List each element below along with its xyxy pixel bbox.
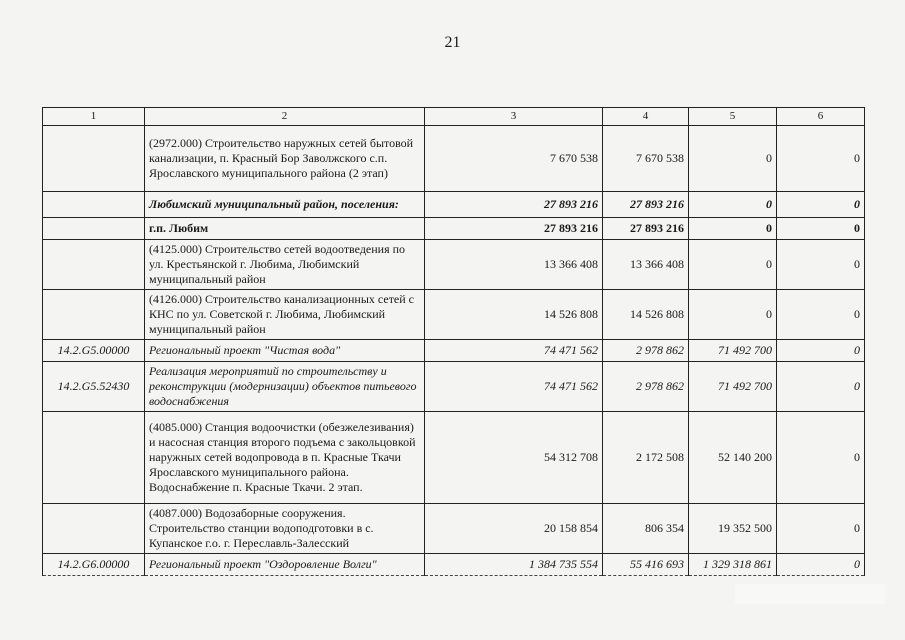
table-row <box>43 340 865 362</box>
other-funds-cell: 0 <box>777 554 865 576</box>
code-cell: 14.2.G5.52430 <box>43 362 145 412</box>
code-cell <box>43 218 145 240</box>
column-header: 1 <box>43 108 145 126</box>
regional-budget-cell: 2 172 508 <box>603 412 689 504</box>
federal-budget-cell: 0 <box>689 126 777 192</box>
federal-budget-cell: 52 140 200 <box>689 412 777 504</box>
regional-budget-cell: 27 893 216 <box>603 192 689 218</box>
federal-budget-cell: 0 <box>689 240 777 290</box>
code-cell <box>43 126 145 192</box>
regional-budget-cell: 806 354 <box>603 504 689 554</box>
total-value-cell: 1 384 735 554 <box>425 554 603 576</box>
total-value-cell: 54 312 708 <box>425 412 603 504</box>
regional-budget-cell: 2 978 862 <box>603 340 689 362</box>
scan-artifact <box>735 584 885 604</box>
name-cell: (4085.000) Станция водоочистки (обезжелезивания) и насосная станция второго подъема с закольцовкой наружных сетей водопровода в п. Красные Ткачи Ярославского муниципального района. Водоснабжение п. Красные Ткачи. 2 этап. <box>145 412 425 504</box>
total-value-cell: 20 158 854 <box>425 504 603 554</box>
federal-budget-cell: 19 352 500 <box>689 504 777 554</box>
table-row <box>43 218 865 240</box>
table-body <box>43 108 865 576</box>
regional-budget-cell: 14 526 808 <box>603 290 689 340</box>
other-funds-cell: 0 <box>777 412 865 504</box>
code-cell <box>43 240 145 290</box>
table-row <box>43 554 865 576</box>
name-cell: Реализация мероприятий по строительству и реконструкции (модернизации) объектов питьевого водоснабжения <box>145 362 425 412</box>
page-number: 21 <box>444 34 461 51</box>
table-row <box>43 290 865 340</box>
column-number-row <box>43 108 865 126</box>
other-funds-cell: 0 <box>777 340 865 362</box>
total-value-cell: 27 893 216 <box>425 218 603 240</box>
code-cell <box>43 504 145 554</box>
total-value-cell: 13 366 408 <box>425 240 603 290</box>
column-header: 5 <box>689 108 777 126</box>
other-funds-cell: 0 <box>777 218 865 240</box>
table-row <box>43 412 865 504</box>
column-header: 6 <box>777 108 865 126</box>
other-funds-cell: 0 <box>777 192 865 218</box>
table-row <box>43 192 865 218</box>
regional-budget-cell: 27 893 216 <box>603 218 689 240</box>
total-value-cell: 74 471 562 <box>425 340 603 362</box>
code-cell: 14.2.G5.00000 <box>43 340 145 362</box>
budget-table <box>42 107 865 576</box>
column-header: 4 <box>603 108 689 126</box>
name-cell: (4126.000) Строительство канализационных сетей с КНС по ул. Советской г. Любима, Любимский муниципальный район <box>145 290 425 340</box>
other-funds-cell: 0 <box>777 362 865 412</box>
other-funds-cell: 0 <box>777 240 865 290</box>
federal-budget-cell: 1 329 318 861 <box>689 554 777 576</box>
regional-budget-cell: 7 670 538 <box>603 126 689 192</box>
table-row <box>43 240 865 290</box>
code-cell <box>43 290 145 340</box>
name-cell: (4087.000) Водозаборные сооружения. Строительство станции водоподготовки в с. Купанское г.о. г. Переславль-Залесский <box>145 504 425 554</box>
total-value-cell: 7 670 538 <box>425 126 603 192</box>
regional-budget-cell: 13 366 408 <box>603 240 689 290</box>
name-cell: (2972.000) Строительство наружных сетей бытовой канализации, п. Красный Бор Заволжского с.п. Ярославского муниципального района (2 этап) <box>145 126 425 192</box>
other-funds-cell: 0 <box>777 504 865 554</box>
name-cell: (4125.000) Строительство сетей водоотведения по ул. Крестьянской г. Любима, Любимский муниципальный район <box>145 240 425 290</box>
total-value-cell: 74 471 562 <box>425 362 603 412</box>
name-cell: Региональный проект "Оздоровление Волги" <box>145 554 425 576</box>
code-cell <box>43 192 145 218</box>
table-row <box>43 126 865 192</box>
federal-budget-cell: 71 492 700 <box>689 340 777 362</box>
name-cell: Любимский муниципальный район, поселения: <box>145 192 425 218</box>
column-header: 3 <box>425 108 603 126</box>
table-row <box>43 504 865 554</box>
federal-budget-cell: 0 <box>689 218 777 240</box>
other-funds-cell: 0 <box>777 126 865 192</box>
total-value-cell: 14 526 808 <box>425 290 603 340</box>
name-cell: Региональный проект "Чистая вода" <box>145 340 425 362</box>
regional-budget-cell: 2 978 862 <box>603 362 689 412</box>
regional-budget-cell: 55 416 693 <box>603 554 689 576</box>
federal-budget-cell: 0 <box>689 192 777 218</box>
table-row <box>43 362 865 412</box>
federal-budget-cell: 0 <box>689 290 777 340</box>
federal-budget-cell: 71 492 700 <box>689 362 777 412</box>
other-funds-cell: 0 <box>777 290 865 340</box>
code-cell <box>43 412 145 504</box>
name-cell: г.п. Любим <box>145 218 425 240</box>
code-cell: 14.2.G6.00000 <box>43 554 145 576</box>
total-value-cell: 27 893 216 <box>425 192 603 218</box>
column-header: 2 <box>145 108 425 126</box>
